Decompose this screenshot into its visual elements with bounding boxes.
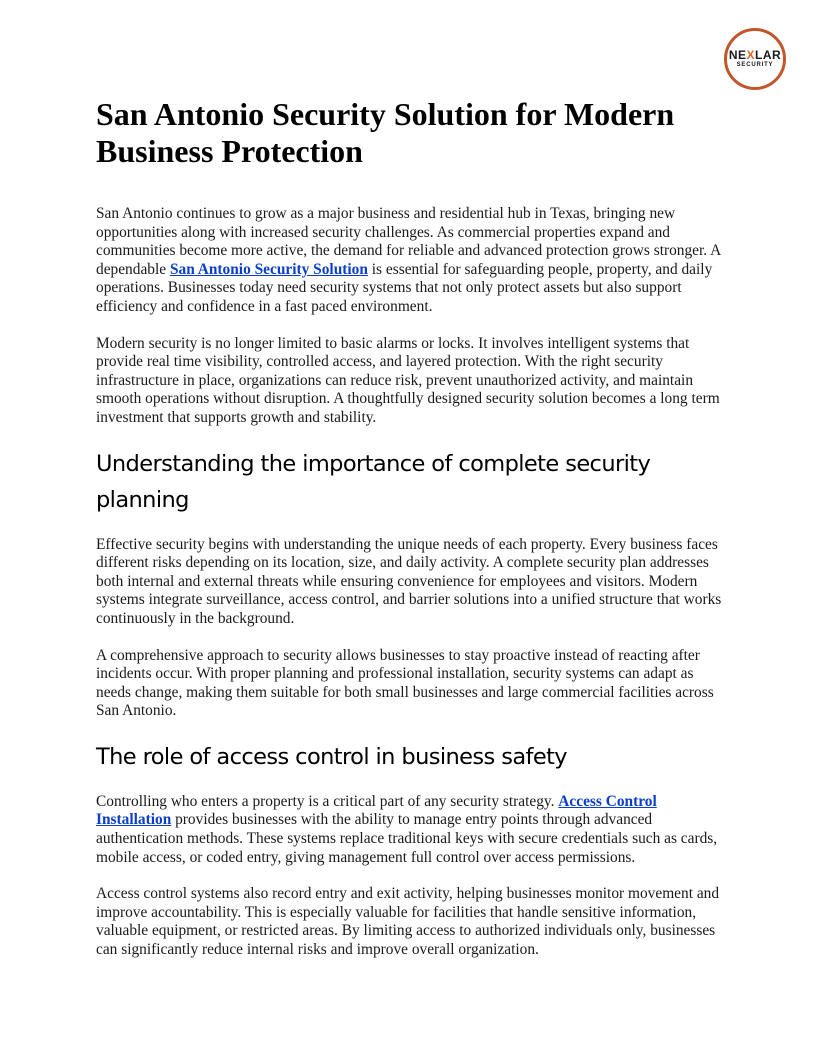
planning-paragraph-1: Effective security begins with understanding the unique needs of each property. Every business faces different risks depending on its location, size, and daily activity. A complete security plan addresses both internal and external threats while ensuring convenience for employees and visitors. Modern systems integrate surveillance, access control, and barrier solutions into a unified structure that works continuously in the background. bbox=[96, 535, 722, 627]
san-antonio-security-solution-link[interactable]: San Antonio Security Solution bbox=[169, 260, 368, 278]
document-body bbox=[96, 96, 722, 960]
logo-subtitle: SECURITY bbox=[736, 62, 774, 68]
access-control-paragraph-1: Controlling who enters a property is a critical part of any security strategy. Access Control Installation provides businesses with the ability to manage entry points through advanced authentication methods. These systems replace traditional keys with secure credentials such as cards, mobile access, or coded entry, giving management full control over access permissions. bbox=[96, 792, 718, 866]
section-heading-security-planning: Understanding the importance of complete security planning bbox=[96, 450, 651, 513]
page-title: San Antonio Security Solution for Modern Business Protection bbox=[96, 96, 675, 169]
logo-text-ne: NE bbox=[728, 48, 747, 62]
intro-paragraph-2: Modern security is no longer limited to basic alarms or locks. It involves intelligent systems that provide real time visibility, controlled access, and layered protection. With the right security infrastructure in place, organizations can reduce risk, prevent unauthorized activity, and maintain smooth operations without disruption. A thoughtfully designed security solution becomes a long term investment that supports growth and stability. bbox=[96, 334, 720, 426]
access-control-paragraph-2: Access control systems also record entry and exit activity, helping businesses monitor movement and improve accountability. This is especially valuable for facilities that handle sensitive information, valuable equipment, or restricted areas. By limiting access to authorized individuals only, businesses can significantly reduce internal risks and improve overall organization. bbox=[96, 885, 720, 959]
nexlar-security-logo bbox=[724, 28, 786, 90]
logo-text-x: X bbox=[746, 48, 755, 62]
intro-paragraph-1: San Antonio continues to grow as a major business and residential hub in Texas, bringing new opportunities along with increased security challenges. As commercial properties expand and communities become more active, the demand for reliable and advanced protection grows stronger. A dependable San Antonio Security Solution is essential for safeguarding people, property, and daily operations. Businesses today need security systems that not only protect assets but also support efficiency and confidence in a fast paced environment. bbox=[96, 205, 721, 315]
planning-paragraph-2: A comprehensive approach to security allows businesses to stay proactive instead of reacting after incidents occur. With proper planning and professional installation, security systems can adapt as needs change, making them suitable for both small businesses and large commercial facilities across San Antonio. bbox=[96, 646, 714, 720]
logo-wordmark bbox=[729, 49, 781, 61]
logo-text-lar: LAR bbox=[755, 48, 782, 62]
section-heading-access-control: The role of access control in business safety bbox=[96, 743, 568, 770]
access-control-installation-link[interactable]: Access Control Installation bbox=[96, 792, 657, 829]
